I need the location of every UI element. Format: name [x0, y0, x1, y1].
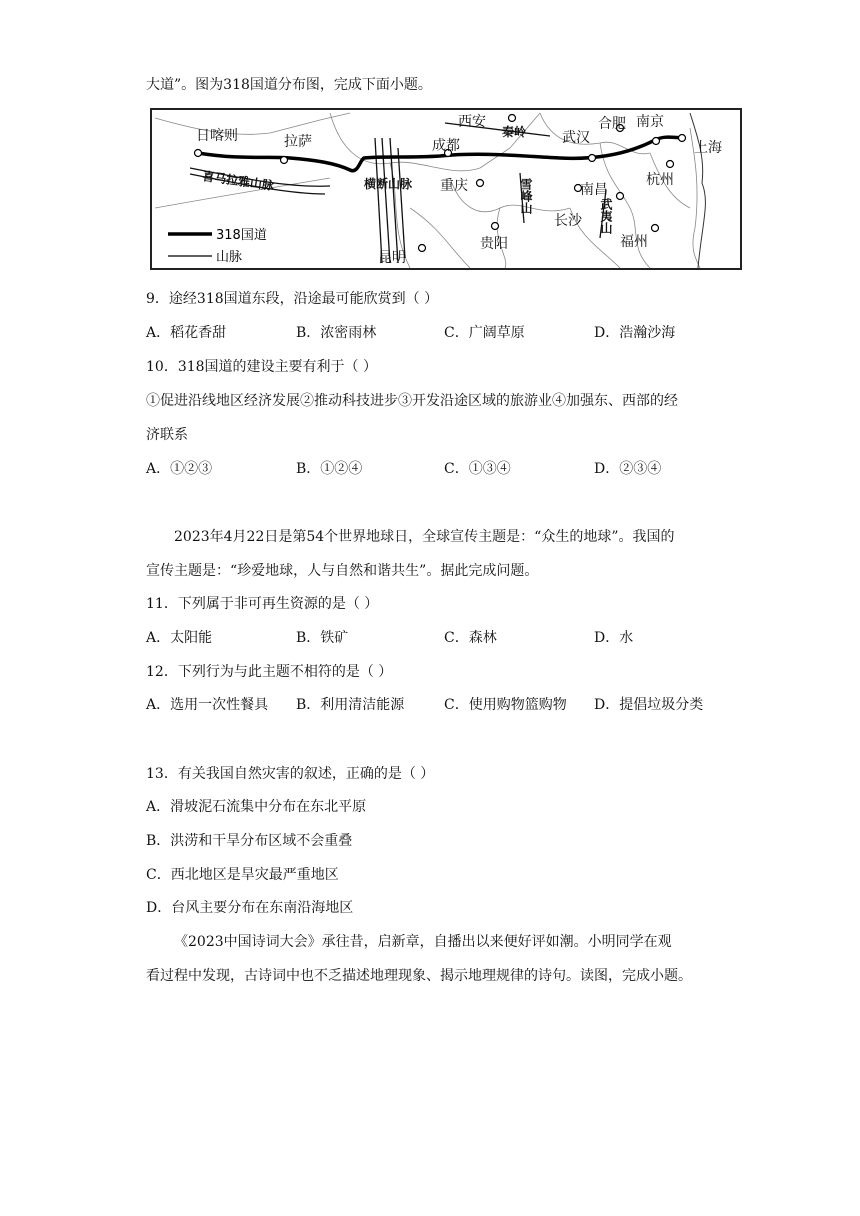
- question-9-stem: 9．途经318国道东段，沿途最可能欣赏到（ ）: [146, 291, 439, 307]
- q12-option-d: D．提倡垃圾分类: [594, 697, 704, 713]
- q10-description-line2: 济联系: [146, 427, 188, 443]
- mountain-label-qinling: 秦岭: [502, 125, 527, 139]
- passage-poetry-line2: 看过程中发现，古诗词中也不乏描述地理现象、揭示地理规律的诗句。读图，完成小题。: [146, 968, 692, 984]
- q13-option-a: A．滑坡泥石流集中分布在东北平原: [146, 799, 367, 815]
- q9-option-c: C．广阔草原: [444, 325, 525, 341]
- city-label-shanghai: 上海: [694, 140, 722, 156]
- question-13-stem: 13．有关我国自然灾害的叙述，正确的是（ ）: [146, 766, 435, 782]
- city-label-nanjing: 南京: [636, 114, 664, 130]
- city-label-rikaze: 日喀则: [196, 128, 238, 144]
- question-11-stem: 11．下列属于非可再生资源的是（ ）: [146, 596, 379, 612]
- q10-option-c: C．①③④: [444, 461, 511, 477]
- q11-option-b: B．铁矿: [296, 630, 349, 646]
- city-label-kunming: 昆明: [378, 250, 406, 266]
- q13-option-b: B．洪涝和干旱分布区域不会重叠: [146, 833, 353, 849]
- mountain-label-xuefeng: 雪峰山: [519, 178, 533, 214]
- q10-description-line1: ①促进沿线地区经济发展②推动科技进步③开发沿途区域的旅游业④加强东、西部的经: [146, 393, 678, 409]
- city-label-chengdu: 成都: [432, 138, 460, 154]
- passage-earth-day-line2: 宣传主题是：“珍爱地球，人与自然和谐共生”。据此完成问题。: [146, 563, 539, 579]
- q9-option-a: A．稻花香甜: [146, 325, 227, 341]
- q13-option-c: C．西北地区是旱灾最严重地区: [146, 867, 339, 883]
- mountain-label-wuyi: 武夷山: [599, 198, 613, 234]
- city-label-guiyang: 贵阳: [480, 236, 508, 252]
- q12-option-a: A．选用一次性餐具: [146, 697, 269, 713]
- mountain-label-himalaya: 喜马拉雅山脉: [201, 169, 275, 193]
- q10-option-a: A．①②③: [146, 461, 213, 477]
- city-label-nanchang: 南昌: [580, 182, 608, 198]
- legend-road-label: 318国道: [216, 228, 267, 243]
- q11-option-d: D．水: [594, 630, 634, 646]
- q12-option-c: C．使用购物篮购物: [444, 697, 567, 713]
- question-10-stem: 10．318国道的建设主要有利于（ ）: [146, 359, 377, 375]
- city-label-lasa: 拉萨: [284, 134, 312, 150]
- route-318-map: [150, 108, 742, 270]
- q9-option-b: B．浓密雨林: [296, 325, 377, 341]
- passage-earth-day-line1: 2023年4月22日是第54个世界地球日，全球宣传主题是：“众生的地球”。我国的: [174, 529, 675, 545]
- q9-option-d: D．浩瀚沙海: [594, 325, 676, 341]
- city-label-fuzhou: 福州: [620, 234, 648, 250]
- city-label-chongqing: 重庆: [440, 178, 468, 194]
- intro-text: 大道”。图为318国道分布图，完成下面小题。: [146, 77, 432, 93]
- city-label-xian: 西安: [458, 114, 486, 130]
- city-label-changsha: 长沙: [554, 213, 582, 229]
- passage-poetry-line1: 《2023中国诗词大会》承往昔，启新章，自播出以来便好评如潮。小明同学在观: [174, 934, 672, 950]
- q10-option-b: B．①②④: [296, 461, 363, 477]
- mountain-label-hengduan: 横断山脉: [364, 177, 413, 191]
- question-12-stem: 12．下列行为与此主题不相符的是（ ）: [146, 664, 393, 680]
- city-label-wuhan: 武汉: [562, 130, 590, 146]
- q12-option-b: B．利用清洁能源: [296, 697, 405, 713]
- q13-option-d: D．台风主要分布在东南沿海地区: [146, 900, 354, 916]
- legend-mountain-label: 山脉: [216, 250, 243, 265]
- city-label-hangzhou: 杭州: [646, 172, 674, 188]
- q10-option-d: D．②③④: [594, 461, 662, 477]
- q11-option-c: C．森林: [444, 630, 497, 646]
- city-label-hefei: 合肥: [598, 116, 626, 132]
- q11-option-a: A．太阳能: [146, 630, 213, 646]
